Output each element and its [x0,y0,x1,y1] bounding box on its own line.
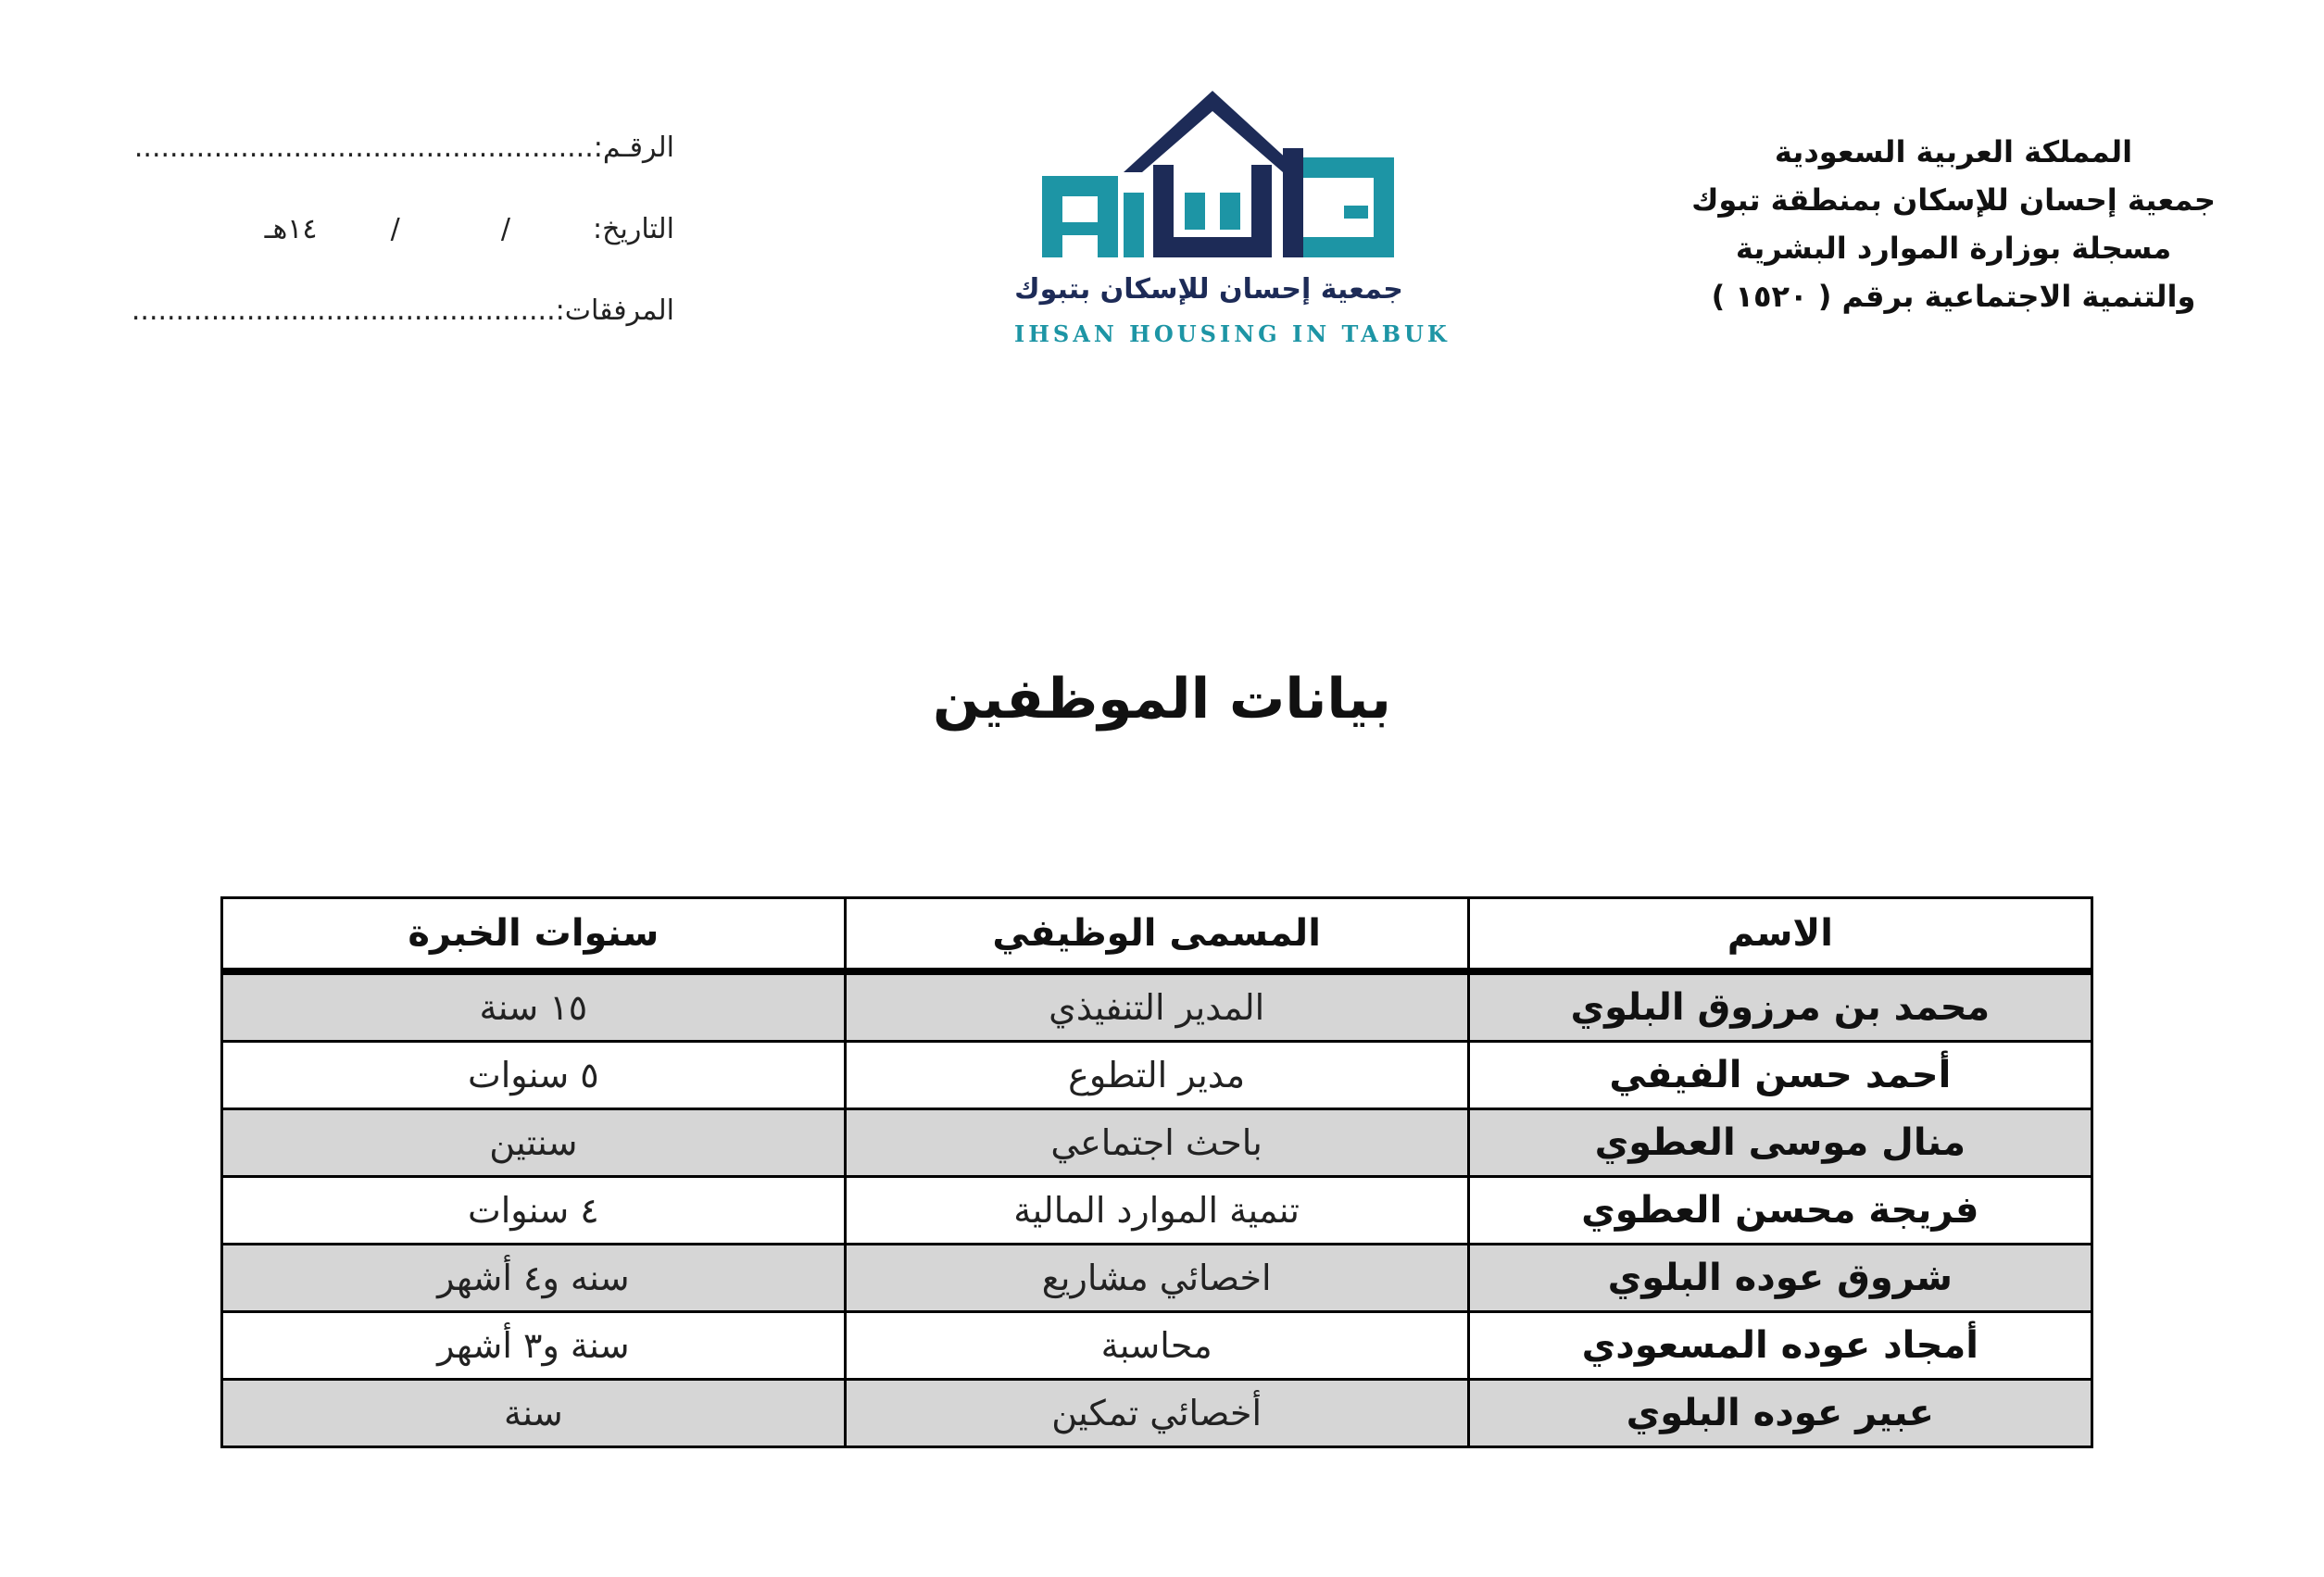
date-separator: / [390,213,400,245]
employee-job-title: أخصائي تمكين [845,1380,1468,1447]
table-row [222,1245,2092,1312]
attachments-field [35,283,674,365]
employee-job-title: تنمية الموارد المالية [845,1177,1468,1245]
number-label: الرقـم: [593,131,674,164]
ihsan-logo [1014,83,1451,361]
attachments-dots: ................................................ [131,294,556,327]
employee-name: فريجة محسن العطوي [1468,1177,2092,1245]
employee-job-title: المدير التنفيذي [845,971,1468,1042]
attachments-label: المرفقات: [555,294,674,327]
logo-arabic-name: جمعية إحسان للإسكان بتبوك [1014,273,1403,306]
employee-experience: ١٥ سنة [222,971,846,1042]
number-dots: .................................................... [133,131,594,164]
table-row [222,1312,2092,1380]
employee-name: أمجاد عوده المسعودي [1468,1312,2092,1380]
organization-header [1666,128,2241,320]
employee-job-title: اخصائي مشاريع [845,1245,1468,1312]
header-line: مسجلة بوزارة الموارد البشرية [1735,231,2172,266]
employee-experience: ٥ سنوات [222,1042,846,1109]
table-row [222,971,2092,1042]
employee-name: عبير عوده البلوي [1468,1380,2092,1447]
employee-name: أحمد حسن الفيفي [1468,1042,2092,1109]
date-label: التاريخ: [593,213,674,245]
house-logo-icon [1014,83,1403,269]
column-header-experience: سنوات الخبرة [222,898,846,972]
column-header-job-title: المسمى الوظيفي [845,898,1468,972]
reference-number-field [35,120,674,202]
employee-experience: ٤ سنوات [222,1177,846,1245]
employee-experience: سنة و٣ أشهر [222,1312,846,1380]
table-header-row [222,898,2092,972]
employee-name: شروق عوده البلوي [1468,1245,2092,1312]
logo-english-name: IHSAN HOUSING IN TABUK [1014,320,1451,347]
header-line: جمعية إحسان للإسكان بمنطقة تبوك [1691,182,2216,218]
table-row [222,1177,2092,1245]
employee-experience: سنة [222,1380,846,1447]
employee-name: محمد بن مرزوق البلوي [1468,971,2092,1042]
header-line: المملكة العربية السعودية [1774,134,2133,169]
header-line: والتنمية الاجتماعية برقم ( ١٥٢٠ ) [1711,279,2196,314]
employee-job-title: محاسبة [845,1312,1468,1380]
reference-fields [35,120,674,365]
employee-experience: سنه و٤ أشهر [222,1245,846,1312]
date-hijri-suffix: ١٤هـ [264,213,318,245]
date-separator: / [500,213,510,245]
employee-name: منال موسى العطوي [1468,1109,2092,1177]
table-row [222,1042,2092,1109]
page-title: بيانات الموظفين [933,667,1391,732]
table-row [222,1380,2092,1447]
table-row [222,1109,2092,1177]
employees-table [220,896,2093,1448]
employee-job-title: باحث اجتماعي [845,1109,1468,1177]
date-field [35,202,674,283]
employee-job-title: مدير التطوع [845,1042,1468,1109]
employee-experience: سنتين [222,1109,846,1177]
column-header-name: الاسم [1468,898,2092,972]
